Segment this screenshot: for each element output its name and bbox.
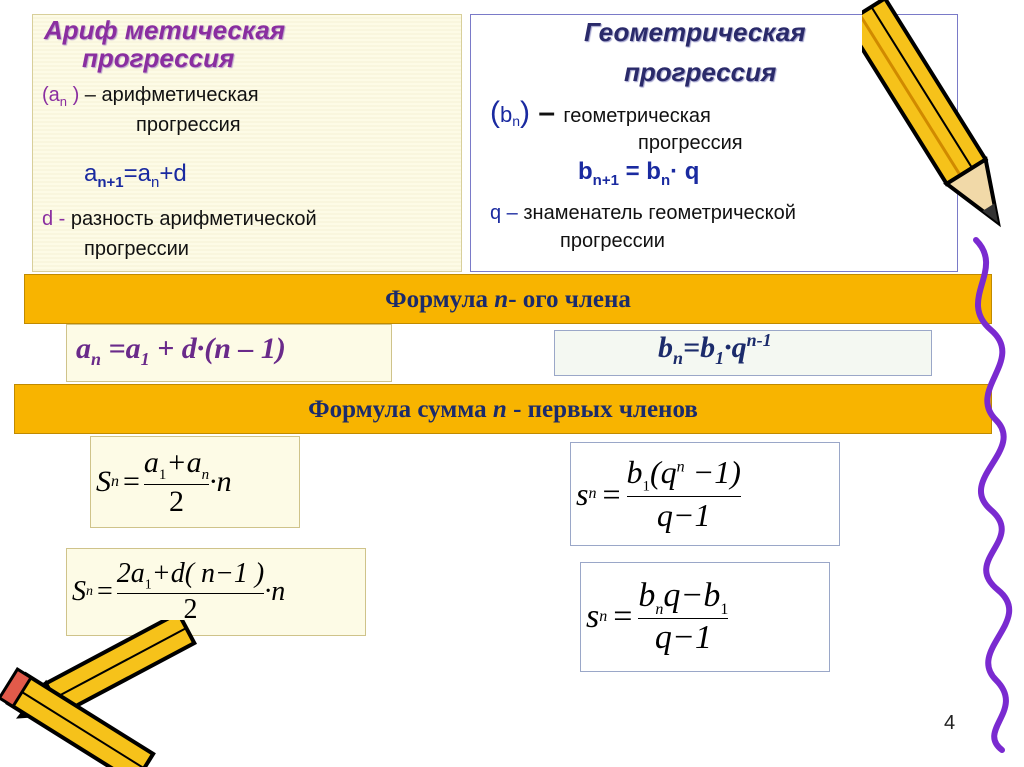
sum4-numerator	[638, 577, 728, 619]
arith-seq-desc1: – арифметическая	[79, 84, 259, 106]
sum1-num-a: a	[143, 445, 159, 479]
geom-seq-sub: n	[512, 113, 521, 130]
banner1-text-before: Формула	[385, 286, 495, 313]
arith-title-line2: прогрессия	[82, 43, 235, 73]
geom-seq-desc2: прогрессия	[638, 132, 743, 154]
sum4-sub: n	[599, 608, 608, 625]
arith-sum-formula-1	[96, 440, 232, 524]
pencil-icon-top-right	[862, 0, 1012, 250]
geom-q-desc1: знаменатель геометрической	[523, 202, 796, 224]
sum2-num-s1: 1	[144, 577, 152, 593]
sum-formula-banner	[14, 384, 992, 434]
sum1-lhs: S	[96, 465, 111, 498]
nth-geom-sub1: 1	[715, 348, 725, 368]
nth-arith-a: a	[76, 332, 91, 365]
sum3-num-end: −1)	[684, 454, 741, 491]
arith-d-desc1: разность арифметической	[70, 208, 317, 230]
arith-formula-a: a	[84, 160, 98, 187]
arith-seq-desc2: прогрессия	[136, 114, 241, 136]
squiggle-line-right	[936, 230, 1022, 760]
geom-formula-mid: = b	[618, 158, 661, 185]
sum3-numerator	[627, 454, 741, 495]
banner1-text-n: n	[494, 286, 509, 313]
geom-nth-term-formula	[658, 330, 772, 369]
sum1-numerator	[144, 446, 209, 484]
sum4-lhs: s	[586, 598, 600, 635]
arith-seq-sub: n	[59, 94, 68, 109]
sum4-num-mid: q−b	[663, 576, 721, 614]
nth-arith-sub: n	[91, 349, 102, 369]
nth-arith-tail: + d·(n – 1)	[149, 332, 286, 365]
nth-arith-sub1: 1	[140, 349, 150, 369]
arith-d-line	[42, 208, 317, 231]
geom-q-symbol: q –	[490, 202, 524, 224]
sum4-num-s1: n	[655, 600, 664, 618]
sum3-sub: n	[588, 485, 597, 502]
pencil-icon-bottom-left	[0, 620, 210, 767]
sum2-tail: ·n	[264, 576, 286, 607]
sum2-den: 2	[183, 594, 198, 626]
sum3-eq: =	[602, 475, 621, 512]
nth-geom-sub: n	[673, 348, 684, 368]
arith-formula-sub1: n+1	[97, 173, 124, 191]
geom-sequence-line	[490, 96, 711, 130]
arith-d-symbol: d -	[42, 208, 71, 230]
banner2-text-after: - первых членов	[506, 396, 698, 423]
arith-seq-symbol: (a	[42, 84, 60, 106]
sum2-eq: =	[97, 576, 113, 607]
arith-recurrence-formula	[84, 160, 187, 191]
geom-title-line2: прогрессия	[624, 57, 777, 87]
nth-term-banner	[24, 274, 992, 324]
geom-formula-b: b	[578, 158, 593, 185]
geom-q-desc2: прогрессии	[560, 230, 665, 252]
sum3-exp: n	[676, 458, 685, 476]
arith-nth-term-formula	[76, 332, 286, 370]
nth-arith-rest: =a	[101, 332, 141, 365]
sum4-num-b: b	[638, 576, 656, 614]
sum3-den: q−1	[656, 496, 711, 533]
geom-title-line1: Геометрическая	[584, 17, 806, 47]
arith-formula-end: +d	[159, 160, 187, 187]
sum3-num-b: b	[626, 454, 643, 491]
sum1-plus: +a	[166, 445, 202, 479]
nth-geom-exp: n-1	[746, 330, 772, 350]
arith-seq-close: )	[67, 84, 80, 106]
arith-formula-mid: =a	[123, 160, 151, 187]
geom-q-line	[490, 202, 796, 225]
sum1-num-s1: 1	[158, 466, 167, 483]
sum3-num-s1: 1	[642, 478, 650, 495]
sum4-fraction	[638, 577, 728, 658]
geom-recurrence-formula	[578, 158, 699, 189]
sum2-numerator	[117, 558, 264, 594]
geom-sum-formula-2	[586, 566, 728, 668]
nth-geom-b: b	[658, 331, 673, 364]
sum2-num: 2a	[116, 557, 145, 589]
geom-seq-dash: –	[530, 96, 564, 129]
sum1-fraction	[144, 446, 209, 519]
sum3-lhs: s	[576, 475, 589, 512]
arith-formula-sub2: n	[151, 173, 160, 191]
geom-formula-sub1: n+1	[592, 171, 619, 189]
sum1-num-s2: n	[201, 466, 210, 483]
sum1-den: 2	[169, 484, 185, 518]
sum2-sub: n	[86, 584, 93, 599]
nth-geom-q: ·q	[724, 331, 747, 364]
geom-seq-open: (	[490, 96, 500, 129]
sum2-fraction	[117, 558, 264, 627]
geom-seq-desc1: геометрическая	[563, 105, 711, 127]
arith-title-line1: Ариф метическая	[44, 15, 286, 45]
sum1-eq: =	[123, 465, 140, 498]
sum4-den: q−1	[654, 619, 712, 657]
banner1-text-after: - ого члена	[508, 286, 631, 313]
arith-d-desc2: прогрессии	[84, 238, 189, 260]
page-number: 4	[944, 712, 956, 734]
sum1-tail: ·n	[209, 465, 232, 498]
sum2-num-rest: +d( n−1 )	[151, 557, 265, 589]
arith-sequence-line	[42, 84, 259, 109]
sum1-sub: n	[111, 473, 119, 490]
banner2-text-n: n	[492, 396, 507, 423]
geom-seq-b: b	[500, 102, 513, 127]
sum3-num-rest: (q	[650, 454, 677, 491]
sum4-eq: =	[613, 598, 633, 635]
geom-seq-close: )	[520, 96, 531, 129]
sum4-num-s2: 1	[720, 600, 729, 618]
sum2-lhs: S	[72, 576, 86, 607]
sum3-fraction	[627, 454, 741, 533]
geom-formula-sub2: n	[660, 171, 671, 189]
geom-sum-formula-1	[576, 446, 741, 542]
geom-formula-end: · q	[670, 158, 700, 185]
banner2-text-before: Формула сумма	[308, 396, 493, 423]
nth-geom-mid: =b	[683, 331, 716, 364]
